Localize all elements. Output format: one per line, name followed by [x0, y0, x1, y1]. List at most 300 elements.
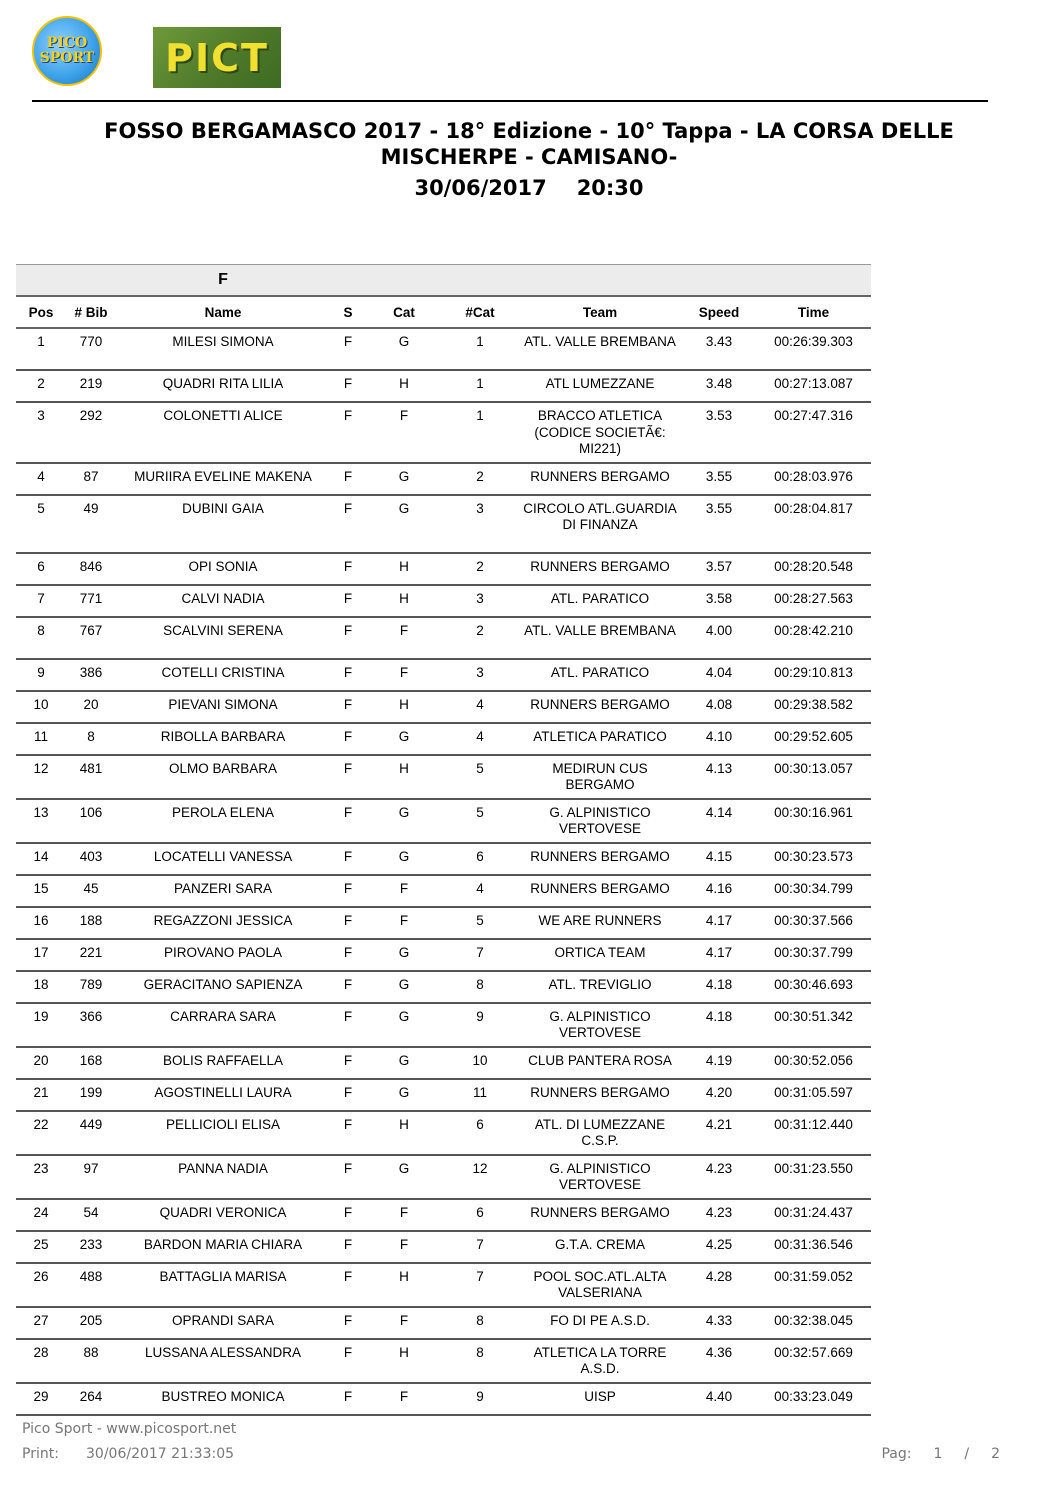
- cell-cat-rank: 7: [442, 1263, 518, 1307]
- col-header-time: Time: [756, 296, 871, 328]
- cell-cat: H: [366, 585, 442, 617]
- table-row: [16, 495, 871, 553]
- cell-cat-rank: 4: [442, 723, 518, 755]
- cell-cat: G: [366, 495, 442, 553]
- cell-name: MURIIRA EVELINE MAKENA: [116, 463, 330, 495]
- cell-team: POOL SOC.ATL.ALTA VALSERIANA: [518, 1263, 682, 1307]
- cell-name: COLONETTI ALICE: [116, 402, 330, 463]
- footer-print: [22, 1446, 234, 1462]
- logo-text: PICT: [165, 35, 269, 80]
- cell-cat: H: [366, 553, 442, 585]
- table-row: [16, 402, 871, 463]
- cell-cat: F: [366, 1231, 442, 1263]
- cell-pos: 11: [16, 723, 66, 755]
- group-header-row: [16, 265, 871, 297]
- cell-speed: 3.48: [682, 370, 756, 402]
- cell-bib: 188: [66, 907, 116, 939]
- cell-team: ATLETICA PARATICO: [518, 723, 682, 755]
- table-row: [16, 875, 871, 907]
- cell-bib: 481: [66, 755, 116, 799]
- cell-team: WE ARE RUNNERS: [518, 907, 682, 939]
- table-row: [16, 585, 871, 617]
- cell-bib: 449: [66, 1111, 116, 1155]
- cell-pos: 24: [16, 1199, 66, 1231]
- cell-pos: 14: [16, 843, 66, 875]
- cell-time: 00:30:13.057: [756, 755, 871, 799]
- cell-cat: G: [366, 328, 442, 370]
- table-row: [16, 843, 871, 875]
- table-row: [16, 1079, 871, 1111]
- cell-team: ATL. PARATICO: [518, 659, 682, 691]
- cell-name: PELLICIOLI ELISA: [116, 1111, 330, 1155]
- cell-sex: F: [330, 1307, 366, 1339]
- cell-cat: F: [366, 402, 442, 463]
- table-row: [16, 1047, 871, 1079]
- cell-sex: F: [330, 1383, 366, 1415]
- cell-speed: 4.36: [682, 1339, 756, 1383]
- cell-cat: H: [366, 1111, 442, 1155]
- cell-sex: F: [330, 907, 366, 939]
- cell-cat-rank: 8: [442, 1307, 518, 1339]
- cell-name: PANZERI SARA: [116, 875, 330, 907]
- col-header-speed: Speed: [682, 296, 756, 328]
- cell-cat: G: [366, 1155, 442, 1199]
- cell-time: 00:29:10.813: [756, 659, 871, 691]
- cell-name: LUSSANA ALESSANDRA: [116, 1339, 330, 1383]
- cell-cat: F: [366, 875, 442, 907]
- cell-time: 00:29:38.582: [756, 691, 871, 723]
- cell-sex: F: [330, 659, 366, 691]
- cell-bib: 54: [66, 1199, 116, 1231]
- cell-speed: 4.13: [682, 755, 756, 799]
- table-row: [16, 328, 871, 370]
- cell-time: 00:30:34.799: [756, 875, 871, 907]
- cell-sex: F: [330, 1047, 366, 1079]
- cell-cat-rank: 2: [442, 617, 518, 659]
- col-header-name: Name: [116, 296, 330, 328]
- cell-cat-rank: 3: [442, 659, 518, 691]
- cell-team: G.T.A. CREMA: [518, 1231, 682, 1263]
- cell-team: BRACCO ATLETICA (CODICE SOCIETÃ€: MI221): [518, 402, 682, 463]
- cell-pos: 8: [16, 617, 66, 659]
- cell-bib: 233: [66, 1231, 116, 1263]
- cell-bib: 168: [66, 1047, 116, 1079]
- cell-time: 00:27:13.087: [756, 370, 871, 402]
- cell-cat-rank: 6: [442, 1111, 518, 1155]
- cell-pos: 4: [16, 463, 66, 495]
- cell-cat-rank: 3: [442, 585, 518, 617]
- col-header-cat: Cat: [366, 296, 442, 328]
- col-header-pos: Pos: [16, 296, 66, 328]
- group-label: F: [116, 265, 330, 297]
- cell-sex: F: [330, 370, 366, 402]
- cell-team: RUNNERS BERGAMO: [518, 875, 682, 907]
- cell-time: 00:30:51.342: [756, 1003, 871, 1047]
- cell-cat-rank: 2: [442, 463, 518, 495]
- results-body: [16, 328, 871, 1415]
- cell-sex: F: [330, 755, 366, 799]
- cell-speed: 4.17: [682, 939, 756, 971]
- table-row: [16, 1307, 871, 1339]
- cell-time: 00:30:23.573: [756, 843, 871, 875]
- cell-sex: F: [330, 328, 366, 370]
- cell-speed: 4.19: [682, 1047, 756, 1079]
- cell-name: PIEVANI SIMONA: [116, 691, 330, 723]
- cell-speed: 4.20: [682, 1079, 756, 1111]
- footer-site: Pico Sport - www.picosport.net: [22, 1421, 237, 1437]
- cell-team: RUNNERS BERGAMO: [518, 691, 682, 723]
- cell-cat: G: [366, 939, 442, 971]
- cell-speed: 4.00: [682, 617, 756, 659]
- table-row: [16, 691, 871, 723]
- cell-cat: G: [366, 1079, 442, 1111]
- cell-sex: F: [330, 875, 366, 907]
- cell-pos: 20: [16, 1047, 66, 1079]
- col-header-sex: S: [330, 296, 366, 328]
- cell-name: BATTAGLIA MARISA: [116, 1263, 330, 1307]
- cell-time: 00:28:04.817: [756, 495, 871, 553]
- cell-name: BOLIS RAFFAELLA: [116, 1047, 330, 1079]
- table-row: [16, 755, 871, 799]
- table-row: [16, 1199, 871, 1231]
- cell-cat: F: [366, 1199, 442, 1231]
- cell-pos: 13: [16, 799, 66, 843]
- cell-pos: 21: [16, 1079, 66, 1111]
- cell-pos: 2: [16, 370, 66, 402]
- cell-time: 00:29:52.605: [756, 723, 871, 755]
- cell-time: 00:28:42.210: [756, 617, 871, 659]
- cell-team: ATL. DI LUMEZZANE C.S.P.: [518, 1111, 682, 1155]
- cell-name: DUBINI GAIA: [116, 495, 330, 553]
- col-header-team: Team: [518, 296, 682, 328]
- cell-cat-rank: 8: [442, 1339, 518, 1383]
- cell-name: PEROLA ELENA: [116, 799, 330, 843]
- event-datetime: [100, 176, 958, 200]
- cell-speed: 4.10: [682, 723, 756, 755]
- cell-team: CIRCOLO ATL.GUARDIA DI FINANZA: [518, 495, 682, 553]
- cell-team: RUNNERS BERGAMO: [518, 843, 682, 875]
- cell-time: 00:31:12.440: [756, 1111, 871, 1155]
- table-row: [16, 1003, 871, 1047]
- cell-speed: 4.40: [682, 1383, 756, 1415]
- cell-speed: 4.33: [682, 1307, 756, 1339]
- cell-pos: 29: [16, 1383, 66, 1415]
- cell-time: 00:31:36.546: [756, 1231, 871, 1263]
- page-indicator: [881, 1446, 1000, 1462]
- table-row: [16, 1231, 871, 1263]
- cell-time: 00:33:23.049: [756, 1383, 871, 1415]
- table-row: [16, 1263, 871, 1307]
- column-header-row: [16, 296, 871, 328]
- cell-cat-rank: 2: [442, 553, 518, 585]
- cell-sex: F: [330, 843, 366, 875]
- cell-speed: 4.17: [682, 907, 756, 939]
- cell-team: ATL. VALLE BREMBANA: [518, 328, 682, 370]
- table-row: [16, 659, 871, 691]
- table-row: [16, 723, 871, 755]
- cell-sex: F: [330, 617, 366, 659]
- cell-time: 00:31:24.437: [756, 1199, 871, 1231]
- cell-cat: H: [366, 755, 442, 799]
- cell-pos: 6: [16, 553, 66, 585]
- cell-cat-rank: 7: [442, 939, 518, 971]
- cell-name: AGOSTINELLI LAURA: [116, 1079, 330, 1111]
- cell-pos: 22: [16, 1111, 66, 1155]
- cell-name: PIROVANO PAOLA: [116, 939, 330, 971]
- table-row: [16, 799, 871, 843]
- cell-cat-rank: 4: [442, 691, 518, 723]
- print-timestamp: 30/06/2017 21:33:05: [86, 1446, 235, 1462]
- cell-name: QUADRI RITA LILIA: [116, 370, 330, 402]
- cell-speed: 4.28: [682, 1263, 756, 1307]
- cell-name: GERACITANO SAPIENZA: [116, 971, 330, 1003]
- cell-cat: F: [366, 907, 442, 939]
- table-row: [16, 617, 871, 659]
- page-current: 1: [933, 1446, 943, 1462]
- cell-cat-rank: 6: [442, 843, 518, 875]
- cell-pos: 28: [16, 1339, 66, 1383]
- cell-time: 00:32:38.045: [756, 1307, 871, 1339]
- cell-team: ATL. VALLE BREMBANA: [518, 617, 682, 659]
- cell-name: OPI SONIA: [116, 553, 330, 585]
- event-date: 30/06/2017: [414, 176, 547, 200]
- cell-cat-rank: 1: [442, 370, 518, 402]
- cell-time: 00:26:39.303: [756, 328, 871, 370]
- cell-cat-rank: 5: [442, 907, 518, 939]
- cell-cat-rank: 4: [442, 875, 518, 907]
- page-separator: /: [964, 1446, 970, 1462]
- cell-time: 00:30:16.961: [756, 799, 871, 843]
- cell-cat-rank: 1: [442, 402, 518, 463]
- cell-bib: 88: [66, 1339, 116, 1383]
- cell-sex: F: [330, 1199, 366, 1231]
- cell-cat: F: [366, 659, 442, 691]
- cell-speed: 4.04: [682, 659, 756, 691]
- cell-bib: 205: [66, 1307, 116, 1339]
- cell-bib: 767: [66, 617, 116, 659]
- cell-speed: 3.58: [682, 585, 756, 617]
- cell-cat-rank: 11: [442, 1079, 518, 1111]
- results-table: [16, 264, 871, 1416]
- cell-pos: 16: [16, 907, 66, 939]
- cell-cat: G: [366, 463, 442, 495]
- cell-cat: G: [366, 723, 442, 755]
- header-divider: [32, 100, 988, 102]
- cell-cat-rank: 12: [442, 1155, 518, 1199]
- cell-team: CLUB PANTERA ROSA: [518, 1047, 682, 1079]
- cell-cat-rank: 6: [442, 1199, 518, 1231]
- cell-bib: 45: [66, 875, 116, 907]
- cell-team: MEDIRUN CUS BERGAMO: [518, 755, 682, 799]
- cell-pos: 7: [16, 585, 66, 617]
- cell-name: OPRANDI SARA: [116, 1307, 330, 1339]
- cell-name: CARRARA SARA: [116, 1003, 330, 1047]
- cell-pos: 3: [16, 402, 66, 463]
- cell-bib: 488: [66, 1263, 116, 1307]
- cell-speed: 3.43: [682, 328, 756, 370]
- cell-sex: F: [330, 553, 366, 585]
- cell-pos: 27: [16, 1307, 66, 1339]
- cell-name: COTELLI CRISTINA: [116, 659, 330, 691]
- cell-time: 00:31:59.052: [756, 1263, 871, 1307]
- cell-cat-rank: 7: [442, 1231, 518, 1263]
- page-label: Pag:: [881, 1446, 912, 1462]
- cell-pos: 23: [16, 1155, 66, 1199]
- cell-name: BARDON MARIA CHIARA: [116, 1231, 330, 1263]
- cell-speed: 3.53: [682, 402, 756, 463]
- cell-time: 00:32:57.669: [756, 1339, 871, 1383]
- cell-bib: 87: [66, 463, 116, 495]
- cell-cat: G: [366, 1047, 442, 1079]
- cell-cat: H: [366, 1263, 442, 1307]
- cell-speed: 4.18: [682, 971, 756, 1003]
- cell-name: PANNA NADIA: [116, 1155, 330, 1199]
- table-row: [16, 907, 871, 939]
- cell-cat: G: [366, 1003, 442, 1047]
- cell-sex: F: [330, 723, 366, 755]
- cell-team: RUNNERS BERGAMO: [518, 1079, 682, 1111]
- cell-bib: 771: [66, 585, 116, 617]
- cell-name: RIBOLLA BARBARA: [116, 723, 330, 755]
- cell-name: SCALVINI SERENA: [116, 617, 330, 659]
- cell-team: FO DI PE A.S.D.: [518, 1307, 682, 1339]
- cell-cat: G: [366, 843, 442, 875]
- cell-pos: 17: [16, 939, 66, 971]
- page-total: 2: [991, 1446, 1000, 1462]
- cell-time: 00:30:37.799: [756, 939, 871, 971]
- cell-sex: F: [330, 1263, 366, 1307]
- cell-speed: 4.14: [682, 799, 756, 843]
- cell-time: 00:27:47.316: [756, 402, 871, 463]
- cell-bib: 292: [66, 402, 116, 463]
- cell-cat: F: [366, 1383, 442, 1415]
- cell-team: ATL. TREVIGLIO: [518, 971, 682, 1003]
- logo-text-line2: SPORT: [39, 50, 95, 66]
- cell-cat-rank: 3: [442, 495, 518, 553]
- cell-cat-rank: 10: [442, 1047, 518, 1079]
- cell-bib: 20: [66, 691, 116, 723]
- cell-sex: F: [330, 939, 366, 971]
- cell-pos: 18: [16, 971, 66, 1003]
- cell-sex: F: [330, 691, 366, 723]
- cell-sex: F: [330, 1079, 366, 1111]
- cell-time: 00:31:05.597: [756, 1079, 871, 1111]
- cell-team: RUNNERS BERGAMO: [518, 463, 682, 495]
- cell-name: BUSTREO MONICA: [116, 1383, 330, 1415]
- cell-cat: F: [366, 617, 442, 659]
- cell-team: UISP: [518, 1383, 682, 1415]
- cell-time: 00:28:27.563: [756, 585, 871, 617]
- cell-name: LOCATELLI VANESSA: [116, 843, 330, 875]
- cell-speed: 3.57: [682, 553, 756, 585]
- cell-pos: 12: [16, 755, 66, 799]
- cell-sex: F: [330, 495, 366, 553]
- cell-bib: 199: [66, 1079, 116, 1111]
- table-row: [16, 553, 871, 585]
- cell-cat: G: [366, 971, 442, 1003]
- cell-speed: 4.25: [682, 1231, 756, 1263]
- cell-sex: F: [330, 1111, 366, 1155]
- cell-time: 00:28:20.548: [756, 553, 871, 585]
- cell-speed: 4.23: [682, 1199, 756, 1231]
- cell-pos: 19: [16, 1003, 66, 1047]
- cell-name: REGAZZONI JESSICA: [116, 907, 330, 939]
- cell-speed: 4.23: [682, 1155, 756, 1199]
- cell-bib: 97: [66, 1155, 116, 1199]
- cell-bib: 386: [66, 659, 116, 691]
- cell-bib: 846: [66, 553, 116, 585]
- cell-sex: F: [330, 1231, 366, 1263]
- cell-cat-rank: 5: [442, 799, 518, 843]
- cell-sex: F: [330, 585, 366, 617]
- cell-team: RUNNERS BERGAMO: [518, 553, 682, 585]
- cell-time: 00:30:37.566: [756, 907, 871, 939]
- cell-speed: 4.16: [682, 875, 756, 907]
- table-row: [16, 370, 871, 402]
- cell-cat: G: [366, 799, 442, 843]
- logo-text-line1: PICO: [46, 35, 88, 51]
- event-time: 20:30: [576, 176, 644, 200]
- cell-time: 00:28:03.976: [756, 463, 871, 495]
- cell-time: 00:30:46.693: [756, 971, 871, 1003]
- cell-pos: 5: [16, 495, 66, 553]
- cell-name: CALVI NADIA: [116, 585, 330, 617]
- cell-team: ATL. PARATICO: [518, 585, 682, 617]
- cell-bib: 366: [66, 1003, 116, 1047]
- table-row: [16, 1155, 871, 1199]
- cell-time: 00:31:23.550: [756, 1155, 871, 1199]
- cell-team: RUNNERS BERGAMO: [518, 1199, 682, 1231]
- cell-bib: 106: [66, 799, 116, 843]
- cell-sex: F: [330, 1339, 366, 1383]
- cell-team: G. ALPINISTICO VERTOVESE: [518, 1003, 682, 1047]
- cell-speed: 4.21: [682, 1111, 756, 1155]
- cell-sex: F: [330, 971, 366, 1003]
- cell-speed: 3.55: [682, 463, 756, 495]
- col-header-cat-rank: #Cat: [442, 296, 518, 328]
- table-row: [16, 971, 871, 1003]
- cell-bib: 221: [66, 939, 116, 971]
- cell-cat: F: [366, 1307, 442, 1339]
- pico-sport-logo: [32, 16, 102, 86]
- event-title: FOSSO BERGAMASCO 2017 - 18° Edizione - 10° Tappa - LA CORSA DELLE MISCHERPE - CAMISANO-: [104, 119, 954, 169]
- cell-speed: 4.18: [682, 1003, 756, 1047]
- col-header-bib: # Bib: [66, 296, 116, 328]
- cell-pos: 1: [16, 328, 66, 370]
- print-label: Print:: [22, 1446, 59, 1462]
- cell-team: ATLETICA LA TORRE A.S.D.: [518, 1339, 682, 1383]
- cell-cat-rank: 9: [442, 1003, 518, 1047]
- cell-pos: 10: [16, 691, 66, 723]
- table-row: [16, 1111, 871, 1155]
- cell-cat: H: [366, 691, 442, 723]
- table-row: [16, 939, 871, 971]
- cell-bib: 403: [66, 843, 116, 875]
- cell-bib: 8: [66, 723, 116, 755]
- table-row: [16, 463, 871, 495]
- cell-sex: F: [330, 463, 366, 495]
- table-row: [16, 1383, 871, 1415]
- cell-team: ATL LUMEZZANE: [518, 370, 682, 402]
- cell-cat-rank: 1: [442, 328, 518, 370]
- cell-speed: 4.15: [682, 843, 756, 875]
- cell-team: ORTICA TEAM: [518, 939, 682, 971]
- cell-sex: F: [330, 799, 366, 843]
- cell-sex: F: [330, 402, 366, 463]
- cell-bib: 789: [66, 971, 116, 1003]
- cell-time: 00:30:52.056: [756, 1047, 871, 1079]
- cell-bib: 264: [66, 1383, 116, 1415]
